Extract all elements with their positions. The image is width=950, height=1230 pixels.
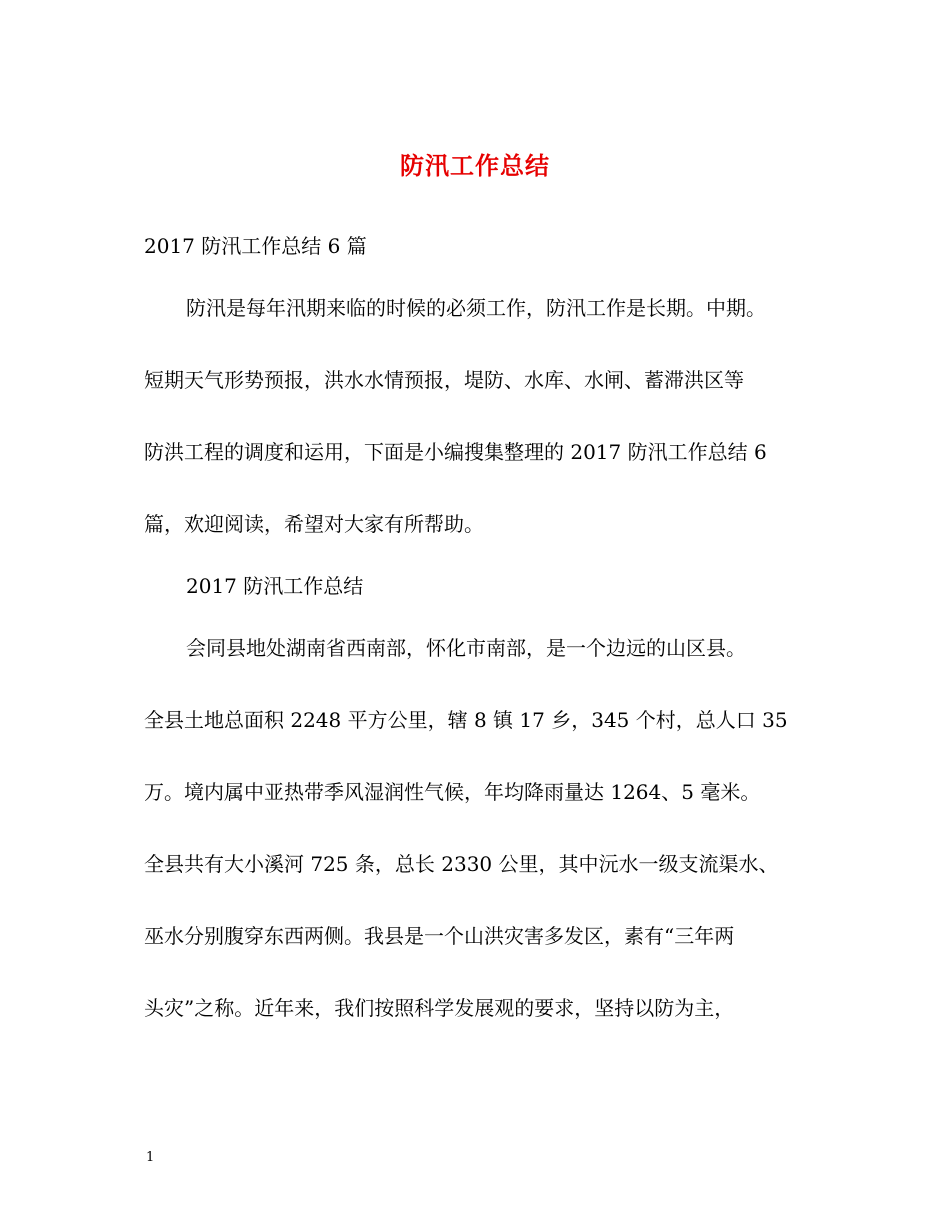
page-number: 1 bbox=[146, 1150, 155, 1165]
paragraph-line: 短期天气形势预报，洪水水情预报，堤防、水库、水闸、蓄滞洪区等 bbox=[144, 368, 744, 392]
paragraph-line: 会同县地处湖南省西南部，怀化市南部，是一个边远的山区县。 bbox=[186, 636, 746, 660]
paragraph-line: 巫水分别腹穿东西两侧。我县是一个山洪灾害多发区，素有“三年两 bbox=[144, 924, 735, 948]
paragraph-line: 万。境内属中亚热带季风湿润性气候，年均降雨量达 1264、5 毫米。 bbox=[144, 780, 761, 804]
subtitle-line: 2017 防汛工作总结 6 篇 bbox=[144, 234, 367, 258]
paragraph-line: 全县土地总面积 2248 平方公里，辖 8 镇 17 乡，345 个村，总人口 35 bbox=[144, 708, 788, 732]
paragraph-line: 头灾”之称。近年来，我们按照科学发展观的要求，坚持以防为主， bbox=[144, 996, 735, 1020]
paragraph-line: 防汛是每年汛期来临的时候的必须工作，防汛工作是长期。中期。 bbox=[186, 296, 766, 320]
section-heading: 2017 防汛工作总结 bbox=[186, 574, 364, 598]
paragraph-line: 防洪工程的调度和运用，下面是小编搜集整理的 2017 防汛工作总结 6 bbox=[144, 440, 767, 464]
paragraph-line: 篇，欢迎阅读，希望对大家有所帮助。 bbox=[144, 512, 484, 536]
paragraph-line: 全县共有大小溪河 725 条，总长 2330 公里，其中沅水一级支流渠水、 bbox=[144, 852, 779, 876]
document-title: 防汛工作总结 bbox=[400, 151, 550, 180]
